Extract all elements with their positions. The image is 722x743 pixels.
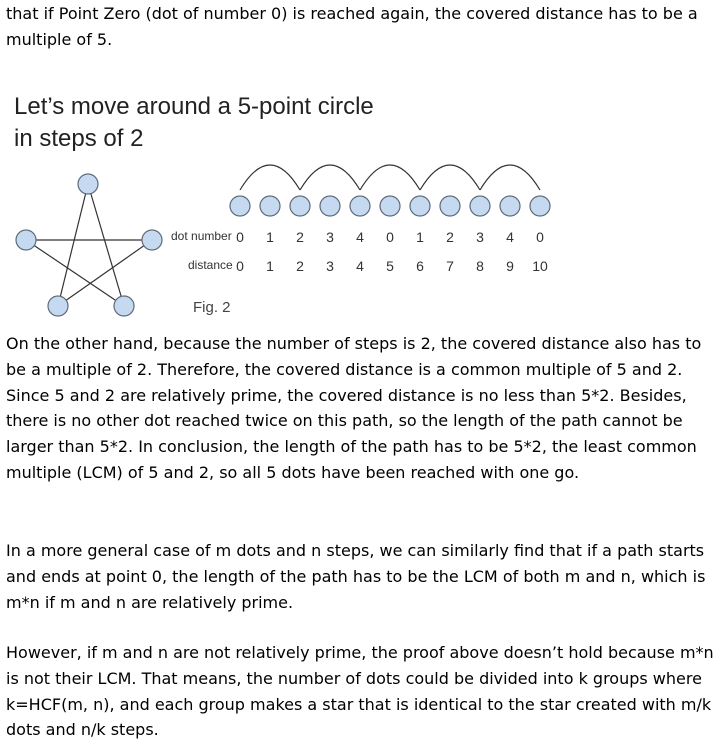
row-dot <box>320 196 340 216</box>
row-dot <box>380 196 400 216</box>
distance-value: 6 <box>416 258 424 274</box>
figure-title-line-1: Let’s move around a 5-point circle <box>14 93 374 120</box>
dot-number-row <box>236 229 544 245</box>
dot-row <box>230 196 550 216</box>
distance-value: 3 <box>326 258 334 274</box>
row-dot <box>260 196 280 216</box>
distance-value: 10 <box>532 258 548 274</box>
step-arc <box>360 165 420 190</box>
star-vertices <box>16 174 162 316</box>
dot-number-value: 0 <box>236 229 244 245</box>
distance-label: distance <box>188 258 233 272</box>
distance-row <box>236 258 548 274</box>
step-arc <box>420 165 480 190</box>
dot-number-value: 1 <box>416 229 424 245</box>
dot-number-value: 4 <box>356 229 364 245</box>
distance-value: 0 <box>236 258 244 274</box>
row-dot <box>470 196 490 216</box>
star-vertex <box>48 296 68 316</box>
step-arc <box>480 165 540 190</box>
dot-number-value: 4 <box>506 229 514 245</box>
row-dot <box>290 196 310 216</box>
figure-caption: Fig. 2 <box>193 299 231 316</box>
distance-value: 9 <box>506 258 514 274</box>
star-edge <box>88 184 124 306</box>
distance-value: 7 <box>446 258 454 274</box>
step-arcs <box>240 165 540 190</box>
dot-number-value: 3 <box>476 229 484 245</box>
star-vertex <box>114 296 134 316</box>
row-dot <box>530 196 550 216</box>
dot-number-value: 0 <box>386 229 394 245</box>
distance-value: 5 <box>386 258 394 274</box>
paragraph-lcm-proof: On the other hand, because the number of steps is 2, the covered distance also has to be a multiple of 2. Therefore, the covered distance is a common multiple of 5 and 2. Since 5 and 2 are relatively prime, the covered distance is no less than 5*2. Besides, there is no other dot reached twice on this path, so the length of the path cannot be larger than 5*2. In conclusion, the length of the path has to be 5*2, the least common multiple (LCM) of 5 and 2, so all 5 dots have been reached with one go. <box>6 334 702 482</box>
dot-number-label: dot number <box>171 229 232 243</box>
dot-number-value: 3 <box>326 229 334 245</box>
distance-value: 2 <box>296 258 304 274</box>
star-vertex <box>142 230 162 250</box>
row-dot <box>500 196 520 216</box>
dot-number-value: 2 <box>446 229 454 245</box>
pentagram <box>26 184 152 306</box>
step-arc <box>300 165 360 190</box>
paragraph-not-coprime: However, if m and n are not relatively prime, the proof above doesn’t hold because m*n is not their LCM. That means, the number of dots could be divided into k groups where k=HCF(m, n), and each group makes a star that is identical to the star created with m/k dots and n/k steps. <box>6 643 714 740</box>
star-edge <box>26 240 124 306</box>
row-dot <box>440 196 460 216</box>
dot-number-value: 0 <box>536 229 544 245</box>
row-dot <box>230 196 250 216</box>
row-dot <box>350 196 370 216</box>
distance-value: 4 <box>356 258 364 274</box>
dot-number-value: 2 <box>296 229 304 245</box>
dot-number-value: 1 <box>266 229 274 245</box>
row-dot <box>410 196 430 216</box>
intro-paragraph: that if Point Zero (dot of number 0) is reached again, the covered distance has to be a multiple of 5. <box>6 4 698 49</box>
paragraph-general-case: In a more general case of m dots and n steps, we can similarly find that if a path starts and ends at point 0, the length of the path has to be the LCM of both m and n, which is m*n if m and n are relatively prime. <box>6 541 706 612</box>
fig-2-diagram <box>0 82 560 327</box>
step-arc <box>240 165 300 190</box>
star-vertex <box>78 174 98 194</box>
star-vertex <box>16 230 36 250</box>
figure-title-line-2: in steps of 2 <box>14 125 144 152</box>
distance-value: 1 <box>266 258 274 274</box>
distance-value: 8 <box>476 258 484 274</box>
